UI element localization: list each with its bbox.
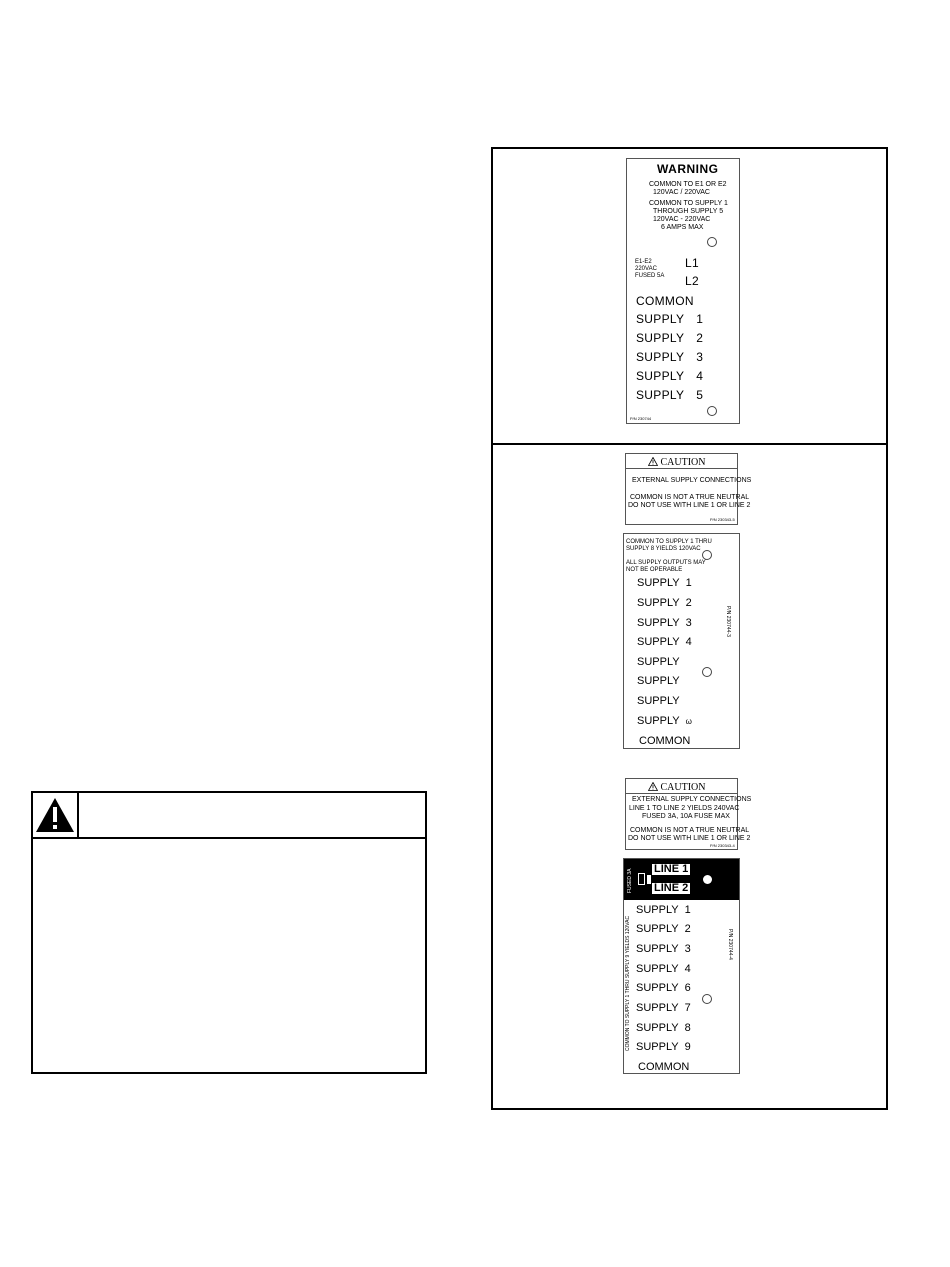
- label-a-heading: WARNING: [657, 162, 719, 176]
- caution-label-2: [625, 778, 752, 850]
- label-c-supply-2: [636, 924, 691, 935]
- label-a-common: COMMON: [636, 294, 694, 308]
- supply-number: 6: [684, 982, 691, 994]
- label-b-supply-1: [637, 578, 692, 589]
- label-b-note3: ALL SUPPLY OUTPUTS MAY: [626, 560, 706, 566]
- supply-word: SUPPLY: [637, 597, 680, 609]
- label-b-note4: NOT BE OPERABLE: [626, 567, 683, 573]
- label-a-l1: L1: [685, 256, 699, 270]
- label-c-switch-icon: [638, 873, 645, 885]
- caution-1-part-number: P/N 230343-5: [710, 517, 735, 522]
- label-c-supply-7: [636, 1003, 691, 1014]
- mounting-hole-icon: [702, 667, 712, 677]
- label-c-switch-icon-2: [647, 875, 651, 884]
- label-c-supply-3: [636, 944, 691, 955]
- label-a-l2: L2: [685, 274, 699, 288]
- label-a-line1: COMMON TO E1 OR E2: [649, 181, 727, 188]
- supply-word: SUPPLY: [636, 331, 685, 345]
- supply-number: 9: [684, 1041, 691, 1053]
- label-a-fuse3: FUSED 5A: [635, 273, 665, 279]
- figure-divider: [493, 443, 886, 445]
- caution-1-line2: COMMON IS NOT A TRUE NEUTRAL: [630, 494, 750, 501]
- supply-word: SUPPLY: [636, 1041, 679, 1053]
- supply-number: 2: [685, 597, 692, 609]
- label-b-note2: SUPPLY 8 YIELDS 120VAC: [626, 546, 701, 552]
- label-a-supply-1: [636, 313, 703, 325]
- label-c-supply-8: [636, 1023, 691, 1034]
- supply-word: SUPPLY: [636, 1022, 679, 1034]
- caution-triangle-icon: [648, 782, 658, 791]
- supply-word: SUPPLY: [636, 388, 685, 402]
- warning-triangle-icon: [35, 797, 75, 833]
- label-c-supply-9: [636, 1042, 691, 1053]
- warning-box: [31, 791, 427, 1074]
- caution-2-rule: [626, 793, 737, 794]
- supply-number: 4: [696, 369, 704, 383]
- supply-word: SUPPLY: [636, 369, 685, 383]
- supply-word: SUPPLY: [637, 617, 680, 629]
- label-a-fuse1: E1-E2: [635, 259, 652, 265]
- supply-number: 4: [684, 963, 691, 975]
- label-a-line3: COMMON TO SUPPLY 1: [649, 200, 728, 207]
- caution-2-line4: COMMON IS NOT A TRUE NEUTRAL: [630, 827, 750, 834]
- caution-1-title: CAUTION: [660, 457, 706, 468]
- label-c-part-number: P/N 230744-4: [727, 929, 733, 960]
- caution-2-line3: FUSED 3A, 10A FUSE MAX: [642, 813, 730, 820]
- label-b-supply-7: [637, 696, 686, 707]
- label-c-supply-1: [636, 905, 691, 916]
- supply-word: SUPPLY: [636, 904, 679, 916]
- caution-1-rule: [626, 468, 737, 469]
- supply-word: SUPPLY: [636, 963, 679, 975]
- supply-number: 3: [696, 350, 704, 364]
- supply-word: SUPPLY: [637, 675, 680, 687]
- label-c-line-band: [624, 859, 739, 900]
- supply-label-plate-c: [623, 858, 740, 1074]
- mounting-hole-icon: [702, 550, 712, 560]
- supply-number: 2: [696, 331, 704, 345]
- mounting-hole-icon: [702, 994, 712, 1004]
- supply-word: SUPPLY: [636, 312, 685, 326]
- supply-number: 1: [696, 312, 704, 326]
- caution-2-line2: LINE 1 TO LINE 2 YIELDS 240VAC: [629, 805, 740, 812]
- label-b-supply-4: [637, 637, 692, 648]
- caution-2-title-row: [648, 782, 706, 793]
- supply-word: SUPPLY: [636, 350, 685, 364]
- supply-word: SUPPLY: [637, 656, 680, 668]
- label-a-supply-4: [636, 370, 703, 382]
- supply-word: SUPPLY: [637, 715, 680, 727]
- caution-label-1: [625, 453, 752, 525]
- label-b-supply-2: [637, 598, 692, 609]
- label-c-line1: LINE 1: [654, 863, 689, 875]
- supply-word: SUPPLY: [637, 636, 680, 648]
- supply-number: 7: [684, 1002, 691, 1014]
- terminal-dot-icon: [703, 875, 712, 884]
- supply-number: ω: [685, 717, 692, 726]
- caution-2-part-number: P/N 230343-4: [710, 843, 735, 848]
- supply-number: 3: [684, 943, 691, 955]
- label-c-side-note: COMMON TO SUPPLY 1 THRU SUPPLY 9 YIELDS 120VAC: [625, 915, 631, 1051]
- supply-word: SUPPLY: [636, 982, 679, 994]
- supply-number: 8: [684, 1022, 691, 1034]
- label-c-fuse-side: FUSED 3A: [627, 868, 633, 893]
- label-a-supply-5: [636, 389, 703, 401]
- supply-number: 5: [696, 388, 704, 402]
- label-a-line5: 120VAC - 220VAC: [653, 216, 711, 223]
- label-c-line2: LINE 2: [654, 882, 689, 894]
- label-a-part-number: P/N 230744: [630, 416, 652, 421]
- warning-icon-cell: [33, 793, 79, 837]
- label-c-supply-4: [636, 964, 691, 975]
- caution-2-line1: EXTERNAL SUPPLY CONNECTIONS: [632, 796, 752, 803]
- label-b-supply-5: [637, 657, 686, 668]
- label-a-fuse2: 220VAC: [635, 266, 657, 272]
- label-a-line6: 6 AMPS MAX: [661, 224, 704, 231]
- warning-box-header: [33, 793, 425, 839]
- supply-word: SUPPLY: [637, 695, 680, 707]
- supply-word: SUPPLY: [636, 1002, 679, 1014]
- mounting-hole-icon: [707, 237, 717, 247]
- label-c-common: COMMON: [638, 1061, 690, 1073]
- label-b-supply-3: [637, 618, 692, 629]
- supply-word: SUPPLY: [636, 943, 679, 955]
- caution-1-line1: EXTERNAL SUPPLY CONNECTIONS: [632, 477, 752, 484]
- label-c-supply-6: [636, 983, 691, 994]
- caution-1-line3: DO NOT USE WITH LINE 1 OR LINE 2: [628, 502, 751, 509]
- supply-number: 1: [684, 904, 691, 916]
- label-b-common: COMMON: [639, 735, 691, 747]
- label-b-supply-8: [637, 716, 692, 727]
- label-a-line2: 120VAC / 220VAC: [653, 189, 710, 196]
- supply-word: SUPPLY: [637, 577, 680, 589]
- label-a-supply-2: [636, 332, 703, 344]
- supply-number: 1: [685, 577, 692, 589]
- label-a-supply-3: [636, 351, 703, 363]
- caution-triangle-icon: [648, 457, 658, 466]
- supply-number: 2: [684, 923, 691, 935]
- supply-number: 4: [685, 636, 692, 648]
- label-b-part-number: P/N 230744-3: [725, 606, 731, 637]
- caution-2-line5: DO NOT USE WITH LINE 1 OR LINE 2: [628, 835, 751, 842]
- mounting-hole-icon: [707, 406, 717, 416]
- supply-label-plate-b: [623, 533, 740, 749]
- warning-label-plate: [626, 158, 740, 424]
- supply-word: SUPPLY: [636, 923, 679, 935]
- supply-number: 3: [685, 617, 692, 629]
- label-b-supply-6: [637, 676, 686, 687]
- caution-2-title: CAUTION: [660, 782, 706, 793]
- caution-1-title-row: [648, 457, 706, 468]
- label-b-note1: COMMON TO SUPPLY 1 THRU: [626, 539, 712, 545]
- label-a-line4: THROUGH SUPPLY 5: [653, 208, 724, 215]
